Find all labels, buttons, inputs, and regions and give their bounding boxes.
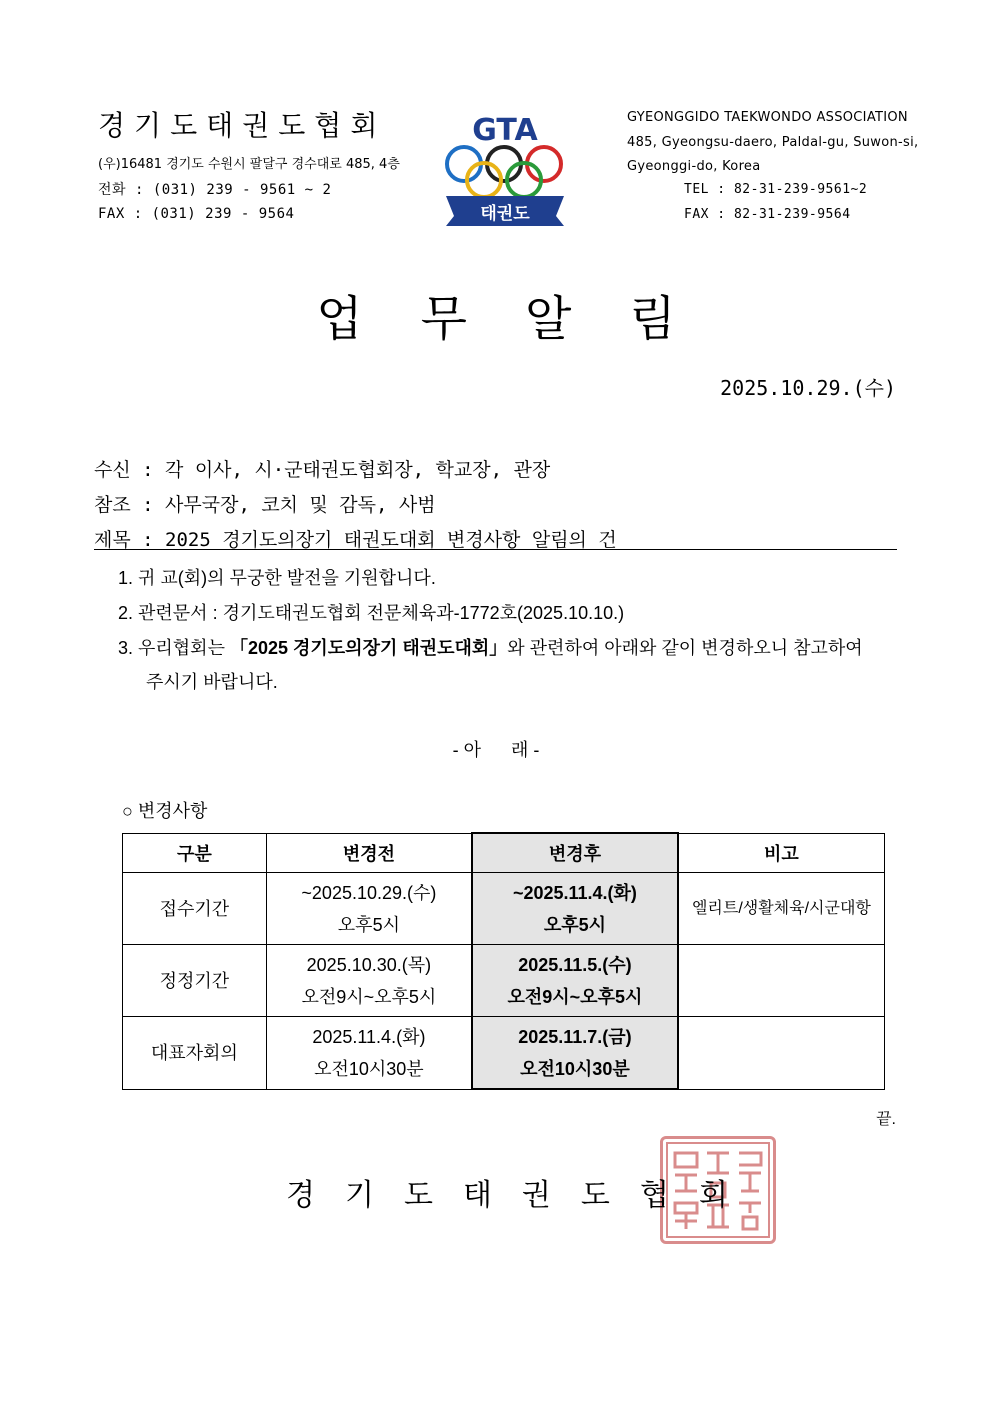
fax-en: FAX : 82-31-239-9564 bbox=[684, 207, 851, 222]
row-after: 2025.11.7.(금) 오전10시30분 bbox=[472, 1017, 678, 1090]
row-label: 접수기간 bbox=[123, 873, 267, 945]
org-name-en: GYEONGGIDO TAEKWONDO ASSOCIATION bbox=[627, 110, 908, 125]
table-header-row bbox=[123, 833, 885, 873]
fax-ko: FAX : (031) 239 - 9564 bbox=[98, 206, 295, 222]
signature-name: 경기도태권도협회 bbox=[286, 1178, 758, 1213]
table-row bbox=[123, 945, 885, 1017]
subject-line: 제목 : 2025 경기도의장기 태권도대회 변경사항 알림의 건 bbox=[94, 529, 617, 551]
address-ko: (우)16481 경기도 수원시 팔달구 경수대로 485, 4층 bbox=[98, 157, 400, 172]
body-item-3 bbox=[118, 634, 863, 660]
body-item-3-prefix: 3. 우리협회는 bbox=[118, 638, 230, 658]
header-before: 변경전 bbox=[266, 833, 472, 873]
row-note: 엘리트/생활체육/시군대항 bbox=[678, 873, 885, 945]
document-date: 2025.10.29.(수) bbox=[720, 376, 896, 400]
changes-table bbox=[122, 832, 885, 1090]
body-item-2: 2. 관련문서 : 경기도태권도협회 전문체육과-1772호(2025.10.10.) bbox=[118, 603, 625, 623]
org-name-ko: 경기도태권도협회 bbox=[98, 109, 387, 142]
row-label: 정정기간 bbox=[123, 945, 267, 1017]
table-row bbox=[123, 873, 885, 945]
logo-text: GTA bbox=[472, 113, 538, 148]
row-label: 대표자회의 bbox=[123, 1017, 267, 1090]
below-heading: - 아 래 - bbox=[452, 740, 540, 760]
header-note: 비고 bbox=[678, 833, 885, 873]
document-title: 업무알림 bbox=[316, 291, 734, 347]
table-row bbox=[123, 1017, 885, 1090]
reference-line: 참조 : 사무국장, 코치 및 감독, 사범 bbox=[94, 494, 436, 516]
row-before: 2025.11.4.(화) 오전10시30분 bbox=[266, 1017, 472, 1090]
body-item-3-line2: 주시기 바랍니다. bbox=[146, 672, 278, 692]
address-en-1: 485, Gyeongsu-daero, Paldal-gu, Suwon-si, bbox=[627, 135, 919, 150]
recipient-line: 수신 : 각 이사, 시·군태권도협회장, 학교장, 관장 bbox=[94, 459, 551, 481]
row-note bbox=[678, 945, 885, 1017]
body-item-3-event: 「2025 경기도의장기 태권도대회」 bbox=[229, 638, 508, 658]
logo-banner: 태권도 bbox=[480, 204, 530, 224]
end-mark: 끝. bbox=[876, 1111, 896, 1128]
row-after: ~2025.11.4.(화) 오후5시 bbox=[472, 873, 678, 945]
association-logo bbox=[440, 106, 570, 230]
tel-en: TEL : 82-31-239-9561~2 bbox=[684, 182, 868, 197]
address-en-2: Gyeonggi-do, Korea bbox=[627, 159, 761, 174]
row-before: 2025.10.30.(목) 오전9시~오후5시 bbox=[266, 945, 472, 1017]
row-before: ~2025.10.29.(수) 오후5시 bbox=[266, 873, 472, 945]
subject-divider bbox=[94, 549, 897, 550]
phone-ko: 전화 : (031) 239 - 9561 ~ 2 bbox=[98, 182, 332, 198]
row-after: 2025.11.5.(수) 오전9시~오후5시 bbox=[472, 945, 678, 1017]
section-title: ○ 변경사항 bbox=[122, 801, 208, 821]
body-item-3-suffix: 와 관련하여 아래와 같이 변경하오니 참고하여 bbox=[507, 638, 863, 658]
header-category: 구분 bbox=[123, 833, 267, 873]
body-item-1: 1. 귀 교(회)의 무궁한 발전을 기원합니다. bbox=[118, 568, 436, 588]
header-after: 변경후 bbox=[472, 833, 678, 873]
row-note bbox=[678, 1017, 885, 1090]
